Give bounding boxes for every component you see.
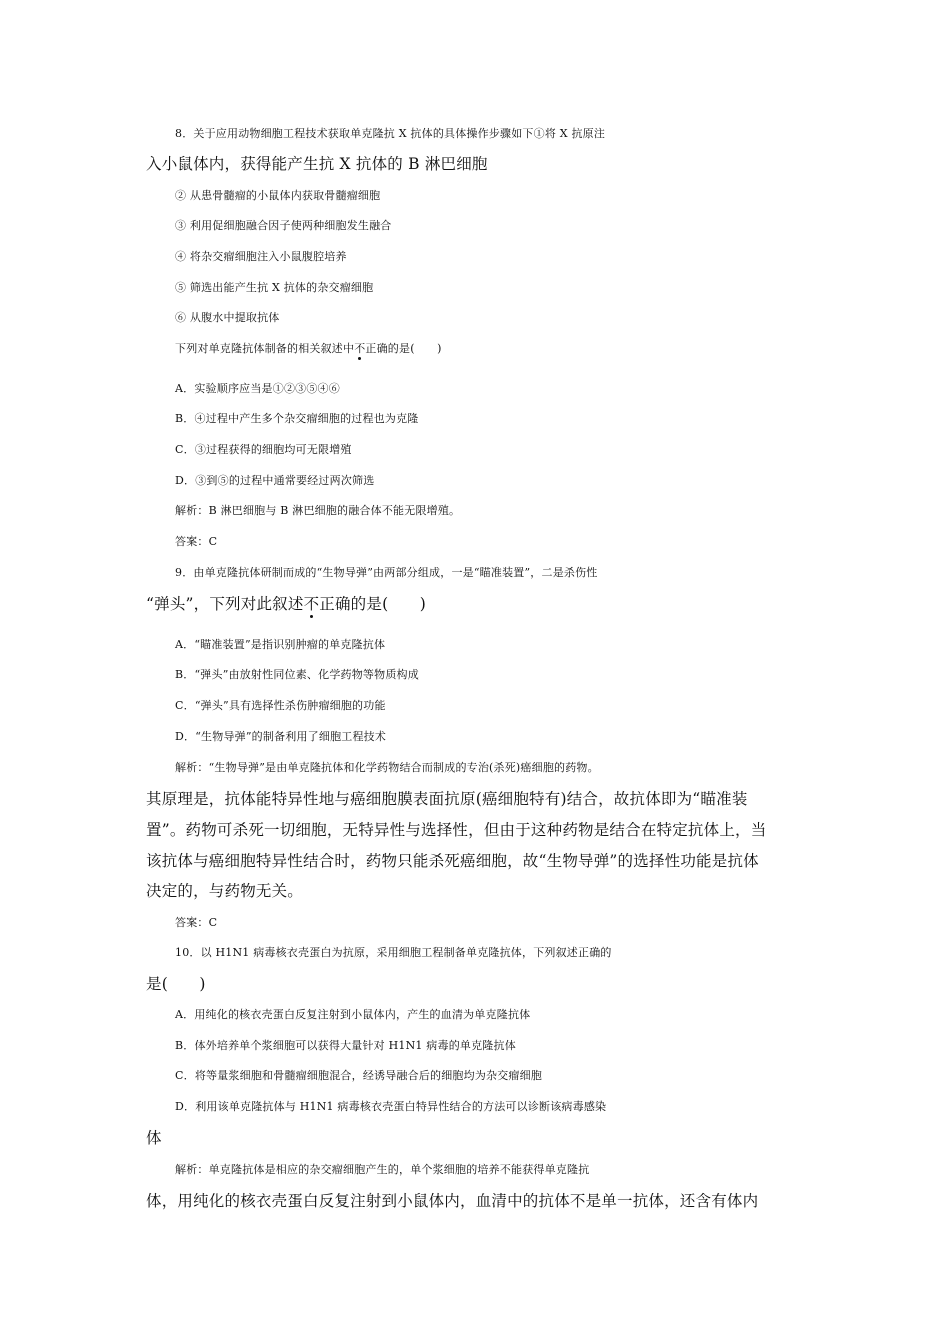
q10-analysis-line2: 体，用纯化的核衣壳蛋白反复注射到小鼠体内，血清中的抗体不是单一抗体，还含有体内 (146, 1192, 759, 1210)
q9-option-b: B．“弹头”由放射性同位素、化学药物等物质构成 (175, 668, 419, 681)
q9-analysis-line3: 置”。药物可杀死一切细胞，无特异性与选择性，但由于这种药物是结合在特定抗体上，当 (146, 821, 767, 839)
q8-stem-line1: 8．关于应用动物细胞工程技术获取单克隆抗 X 抗体的具体操作步骤如下①将 X 抗原注 (175, 127, 606, 140)
q8-answer: 答案：C (175, 535, 218, 548)
q8-analysis: 解析：B 淋巴细胞与 B 淋巴细胞的融合体不能无限增殖。 (175, 504, 461, 517)
q8-question-pre: 下列对单克隆抗体制备的相关叙述中 (175, 342, 355, 355)
q8-step-2: ② 从患骨髓瘤的小鼠体内获取骨髓瘤细胞 (175, 189, 381, 202)
q8-option-c: C．③过程获得的细胞均可无限增殖 (175, 443, 352, 456)
q9-stem-post: 正确的是( ) (319, 595, 426, 613)
q9-stem-line1: 9．由单克隆抗体研制而成的“生物导弹”由两部分组成，一是“瞄准装置”，二是杀伤性 (175, 566, 598, 579)
q9-analysis-line4: 该抗体与癌细胞特异性结合时，药物只能杀死癌细胞，故“生物导弹”的选择性功能是抗体 (146, 852, 759, 870)
q10-option-d-line2: 体 (146, 1129, 162, 1147)
q9-answer: 答案：C (175, 916, 218, 929)
q9-stem-emphasis: 不 (303, 595, 320, 613)
q10-option-b: B．体外培养单个浆细胞可以获得大量针对 H1N1 病毒的单克隆抗体 (175, 1039, 516, 1052)
q9-analysis-line2: 其原理是，抗体能特异性地与癌细胞膜表面抗原(癌细胞特有)结合，故抗体即为“瞄准装 (146, 790, 748, 808)
q9-stem-pre: “弹头”，下列对此叙述 (146, 595, 304, 613)
q10-analysis-line1: 解析：单克隆抗体是相应的杂交瘤细胞产生的，单个浆细胞的培养不能获得单克隆抗 (175, 1163, 590, 1176)
q9-stem-line2 (146, 594, 810, 614)
q9-analysis-line5: 决定的，与药物无关。 (146, 882, 304, 900)
q10-option-a: A．用纯化的核衣壳蛋白反复注射到小鼠体内，产生的血清为单克隆抗体 (175, 1008, 531, 1021)
q9-option-a: A．“瞄准装置”是指识别肿瘤的单克隆抗体 (175, 638, 386, 651)
q8-question-emphasis: 不 (354, 342, 366, 355)
q8-question (175, 339, 839, 359)
q8-step-3: ③ 利用促细胞融合因子使两种细胞发生融合 (175, 219, 392, 232)
q10-stem-line1: 10．以 H1N1 病毒核衣壳蛋白为抗原，采用细胞工程制备单克隆抗体，下列叙述正确的 (175, 946, 612, 959)
q10-option-c: C．将等量浆细胞和骨髓瘤细胞混合，经诱导融合后的细胞均为杂交瘤细胞 (175, 1069, 543, 1082)
q9-analysis-line1: 解析：“生物导弹”是由单克隆抗体和化学药物结合而制成的专治(杀死)癌细胞的药物。 (175, 761, 599, 774)
q8-step-5: ⑤ 筛选出能产生抗 X 抗体的杂交瘤细胞 (175, 281, 374, 294)
q8-option-d: D．③到⑤的过程中通常要经过两次筛选 (175, 474, 375, 487)
q8-stem-line2: 入小鼠体内，获得能产生抗 X 抗体的 B 淋巴细胞 (146, 155, 488, 173)
q8-step-4: ④ 将杂交瘤细胞注入小鼠腹腔培养 (175, 250, 347, 263)
q9-option-d: D．“生物导弹”的制备利用了细胞工程技术 (175, 730, 387, 743)
q10-stem-line2: 是( ) (146, 975, 206, 993)
q8-option-b: B．④过程中产生多个杂交瘤细胞的过程也为克隆 (175, 412, 419, 425)
q8-question-post: 正确的是( ) (365, 342, 442, 355)
q9-option-c: C．“弹头”具有选择性杀伤肿瘤细胞的功能 (175, 699, 386, 712)
q10-option-d-line1: D．利用该单克隆抗体与 H1N1 病毒核衣壳蛋白特异性结合的方法可以诊断该病毒感染 (175, 1100, 607, 1113)
q8-option-a: A．实验顺序应当是①②③⑤④⑥ (175, 382, 340, 395)
q8-step-6: ⑥ 从腹水中提取抗体 (175, 311, 280, 324)
